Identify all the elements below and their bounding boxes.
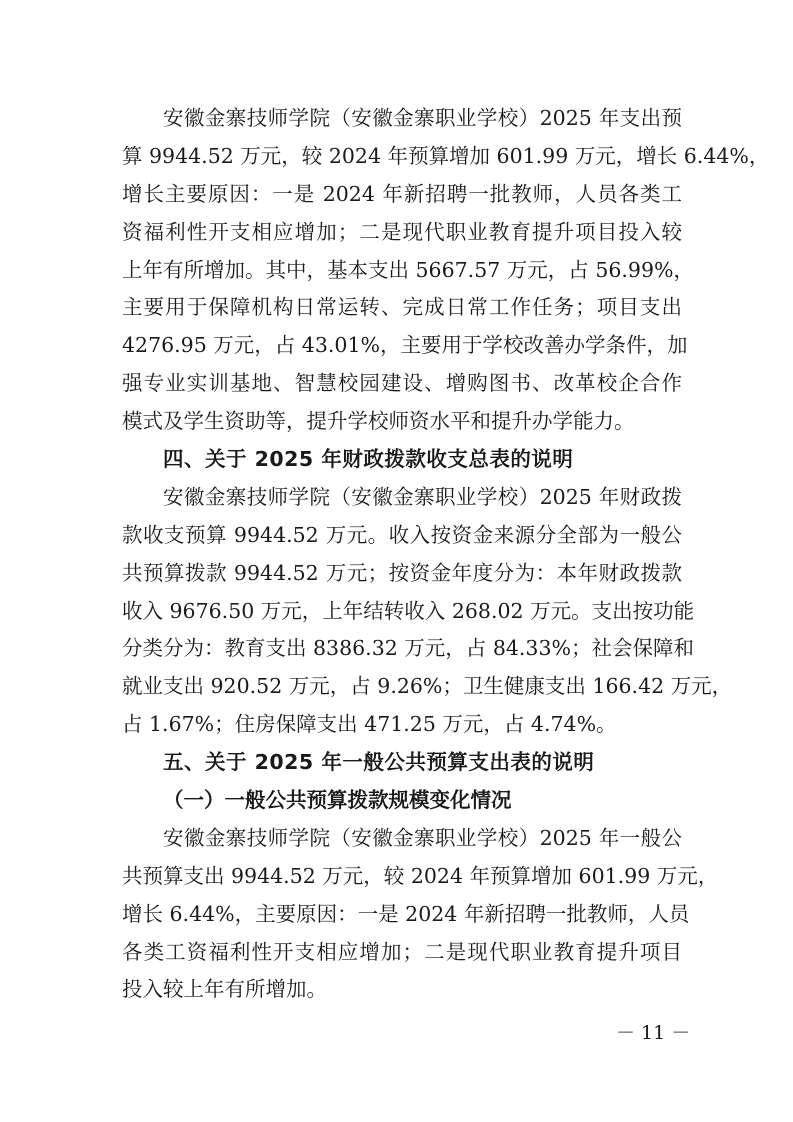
paragraph-line: 分类分为：教育支出 8386.32 万元，占 84.33%；社会保障和 [122, 636, 694, 661]
paragraph-line: 算 9944.52 万元，较 2024 年预算增加 601.99 万元，增长 6.44%， [122, 143, 770, 168]
subsection-heading-1: （一）一般公共预算拨款规模变化情况 [163, 788, 512, 813]
paragraph-line: 就业支出 920.52 万元，占 9.26%；卫生健康支出 166.42 万元， [122, 674, 733, 699]
paragraph-line: 占 1.67%；住房保障支出 471.25 万元，占 4.74%。 [122, 712, 617, 737]
paragraph-line: 强专业实训基地、智慧校园建设、增购图书、改革校企合作 [122, 371, 682, 396]
paragraph-expenditure-budget [122, 100, 770, 441]
paragraph-line: 收入 9676.50 万元，上年结转收入 268.02 万元。支出按功能 [122, 598, 695, 623]
paragraph-line: 主要用于保障机构日常运转、完成日常工作任务；项目支出 [122, 295, 682, 320]
paragraph-line: 增长 6.44%，主要原因：一是 2024 年新招聘一批教师，人员 [122, 901, 690, 926]
section-heading-5: 五、关于 2025 年一般公共预算支出表的说明 [163, 750, 595, 775]
paragraph-line: 模式及学生资助等，提升学校师资水平和提升办学能力。 [122, 409, 635, 434]
paragraph-line: 安徽金寨技师学院（安徽金寨职业学校）2025 年支出预 [163, 106, 682, 130]
paragraph-line: 安徽金寨技师学院（安徽金寨职业学校）2025 年财政拨 [163, 484, 682, 509]
section-heading-4: 四、关于 2025 年财政拨款收支总表的说明 [163, 447, 574, 472]
paragraph-fiscal-summary [122, 479, 733, 744]
paragraph-line: 投入较上年有所增加。 [122, 977, 327, 1002]
paragraph-line: 上年有所增加。其中，基本支出 5667.57 万元，占 56.99%， [122, 257, 694, 282]
paragraph-line: 增长主要原因：一是 2024 年新招聘一批教师，人员各类工 [122, 181, 682, 206]
paragraph-line: 安徽金寨技师学院（安徽金寨职业学校）2025 年一般公 [163, 825, 682, 850]
document-page [122, 100, 770, 1009]
paragraph-line: 共预算支出 9944.52 万元，较 2024 年预算增加 601.99 万元， [122, 863, 719, 888]
paragraph-general-budget [122, 820, 719, 1009]
page-number: － 11 － [616, 1022, 691, 1044]
paragraph-line: 共预算拨款 9944.52 万元；按资金年度分为：本年财政拨款 [122, 560, 682, 585]
paragraph-line: 款收支预算 9944.52 万元。收入按资金来源分全部为一般公 [122, 522, 682, 547]
paragraph-line: 资福利性开支相应增加；二是现代职业教育提升项目投入较 [122, 219, 682, 244]
paragraph-line: 4276.95 万元，占 43.01%，主要用于学校改善办学条件，加 [122, 333, 688, 358]
paragraph-line: 各类工资福利性开支相应增加；二是现代职业教育提升项目 [122, 939, 682, 964]
